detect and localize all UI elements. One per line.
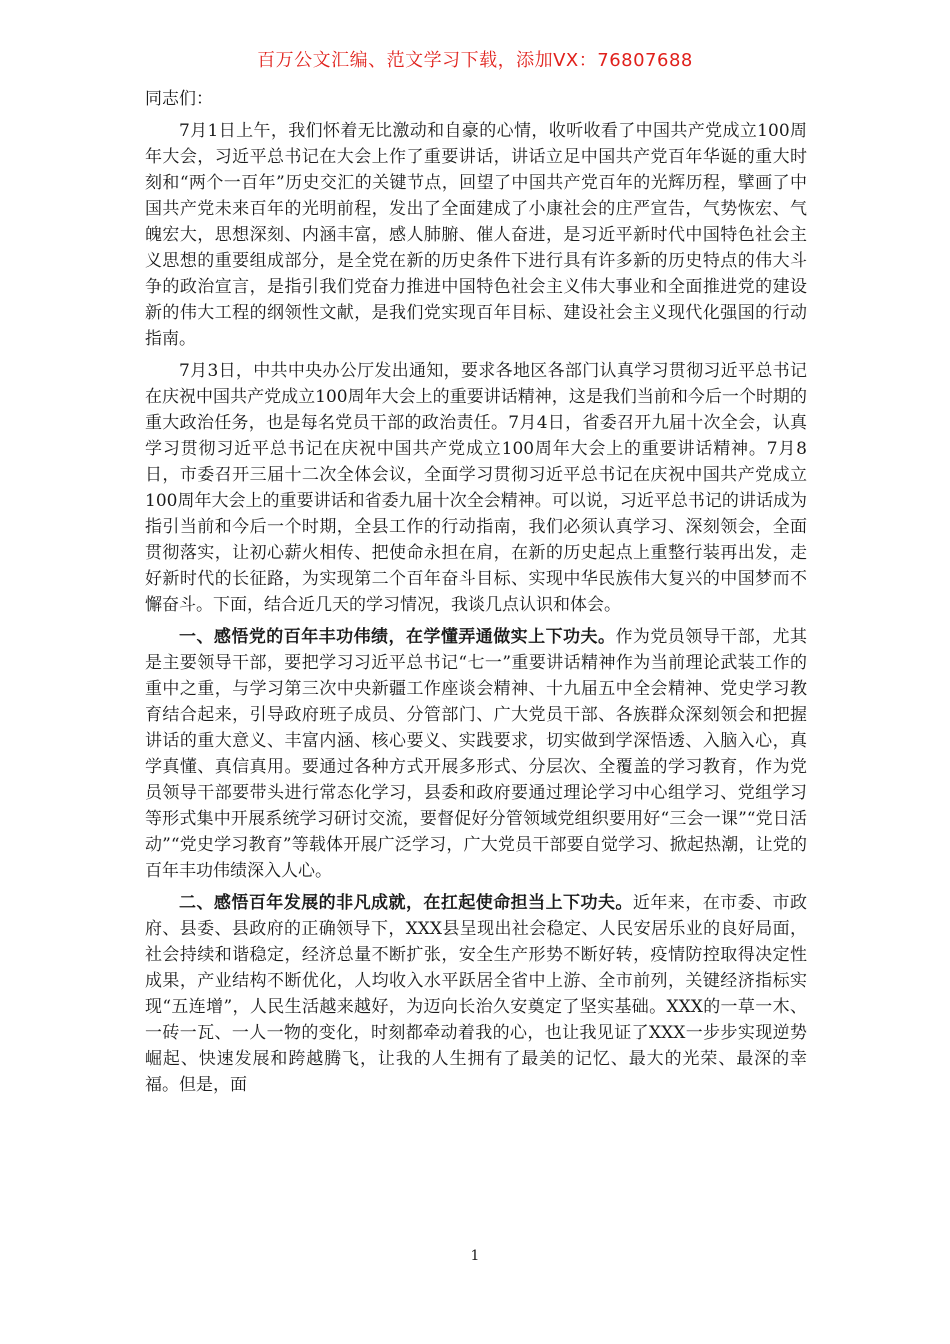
paragraph-4 xyxy=(145,890,807,1098)
paragraph-text: 作为党员领导干部，尤其是主要领导干部，要把学习习近平总书记“七一”重要讲话精神作为当前理论武装工作的重中之重，与学习第三次中央新疆工作座谈会精神、十九届五中全会精神、党史学习教育结合起来，引导政府班子成员、分管部门、广大党员干部、各族群众深刻领会和把握讲话的重大意义、丰富内涵、核心要义、实践要求，切实做到学深悟透、入脑入心，真学真懂、真信真用。要通过各种方式开展多形式、分层次、全覆盖的学习教育，作为党员领导干部要带头进行常态化学习，县委和政府要通过理论学习中心组学习、党组学习等形式集中开展系统学习研讨交流，要督促好分管领域党组织要用好“三会一课”“党日活动”“党史学习教育”等载体开展广泛学习，广大党员干部要自觉学习、掀起热潮，让党的百年丰功伟绩深入人心。 xyxy=(145,627,808,881)
paragraph-2 xyxy=(145,358,807,618)
page-number: 1 xyxy=(470,1248,480,1264)
paragraph-text: 7月1日上午，我们怀着无比激动和自豪的心情，收听收看了中国共产党成立100周年大会，习近平总书记在大会上作了重要讲话，讲话立足中国共产党百年华诞的重大时刻和“两个一百年”历史交汇的关键节点，回望了中国共产党百年的光辉历程，擘画了中国共产党未来百年的光明前程，发出了全面建成了小康社会的庄严宣告，气势恢宏、气魄宏大，思想深刻、内涵丰富，感人肺腑、催人奋进，是习近平新时代中国特色社会主义思想的重要组成部分，是全党在新的历史条件下进行具有许多新的历史特点的伟大斗争的政治宣言，是指引我们党奋力推进中国特色社会主义伟大事业和全面推进党的建设新的伟大工程的纲领性文献，是我们党实现百年目标、建设社会主义现代化强国的行动指南。 xyxy=(145,121,807,349)
section-heading: 一、感悟党的百年丰功伟绩，在学懂弄通做实上下功夫。 xyxy=(179,627,616,647)
header-banner: 百万公文汇编、范文学习下载，添加VX：76807688 xyxy=(257,50,693,71)
paragraph-1 xyxy=(145,118,807,352)
section-heading: 二、感悟百年发展的非凡成就，在扛起使命担当上下功夫。 xyxy=(179,893,633,913)
paragraph-text: 近年来，在市委、市政府、县委、县政府的正确领导下，XXX县呈现出社会稳定、人民安居乐业的良好局面，社会持续和谐稳定，经济总量不断扩张，安全生产形势不断好转，疫情防控取得决定性成果，产业结构不断优化，人均收入水平跃居全省中上游、全市前列，关键经济指标实现“五连增”，人民生活越来越好，为迈向长治久安奠定了坚实基础。XXX的一草一木、一砖一瓦、一人一物的变化，时刻都牵动着我的心，也让我见证了XXX一步步实现逆势崛起、快速发展和跨越腾飞，让我的人生拥有了最美的记忆、最大的光荣、最深的幸福。但是，面 xyxy=(145,893,808,1095)
paragraph-text: 7月3日，中共中央办公厅发出通知，要求各地区各部门认真学习贯彻习近平总书记在庆祝中国共产党成立100周年大会上的重要讲话精神，这是我们当前和今后一个时期的重大政治任务，也是每名党员干部的政治责任。7月4日，省委召开九届十次全会，认真学习贯彻习近平总书记在庆祝中国共产党成立100周年大会上的重要讲话精神。7月8日，市委召开三届十二次全体会议，全面学习贯彻习近平总书记在庆祝中国共产党成立100周年大会上的重要讲话和省委九届十次全会精神。可以说，习近平总书记的讲话成为指引当前和今后一个时期，全县工作的行动指南，我们必须认真学习、深刻领会，全面贯彻落实，让初心薪火相传、把使命永担在肩，在新的历史起点上重整行装再出发，走好新时代的长征路，为实现第二个百年奋斗目标、实现中华民族伟大复兴的中国梦而不懈奋斗。下面，结合近几天的学习情况，我谈几点认识和体会。 xyxy=(145,361,807,615)
salutation: 同志们： xyxy=(145,89,213,109)
paragraph-3 xyxy=(145,624,807,884)
document-body xyxy=(145,86,807,1104)
